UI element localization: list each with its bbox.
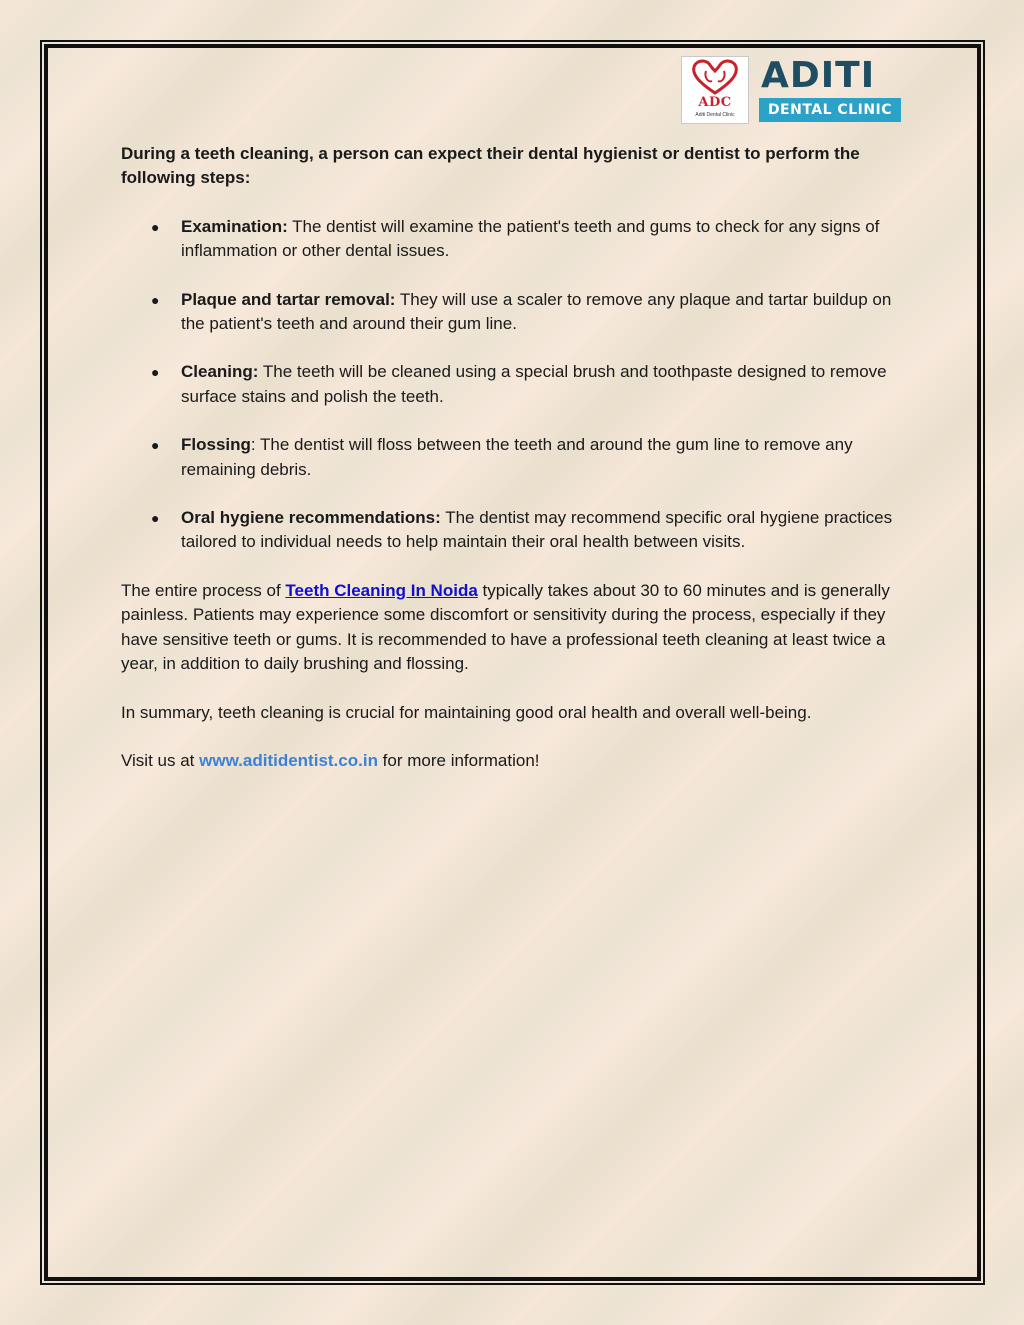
document-body [121,142,901,797]
tooth-heart-icon [682,57,748,97]
bullet-icon: ● [151,218,160,235]
process-text-before: The entire process of [121,580,286,600]
logo-title: ADITI [761,55,876,96]
intro-heading: During a teeth cleaning, a person can expect their dental hygienist or dentist to perform the following steps: [121,144,860,188]
step-text: The teeth will be cleaned using a special brush and toothpaste designed to remove surface stains and polish the teeth. [181,362,887,406]
step-text: The dentist may recommend specific oral hygiene practices tailored to individual needs to help maintain their oral health between visits. [181,508,893,552]
summary-paragraph: In summary, teeth cleaning is crucial for maintaining good oral health and overall well-being. [121,702,812,722]
visit-text-after: for more information! [377,750,540,770]
step-text: They will use a scaler to remove any plaque and tartar buildup on the patient's teeth and around their gum line. [181,289,892,334]
visit-text-before: Visit us at [121,750,200,770]
step-term: Cleaning: [181,362,259,382]
list-item [121,506,901,555]
website-link[interactable]: www.aditidentist.co.in [199,750,378,770]
bullet-icon: ● [151,437,160,454]
visit-paragraph [121,749,901,773]
logo-band: DENTAL CLINIC [759,98,901,122]
bullet-icon: ● [151,364,160,381]
step-term: Flossing [181,435,251,455]
logo-mark-text: ADC [698,95,732,110]
step-term: Plaque and tartar removal: [181,289,396,309]
list-item [121,360,901,409]
bullet-icon: ● [151,291,160,308]
teeth-cleaning-link[interactable]: Teeth Cleaning In Noida [285,580,478,600]
logo-mark-subtext: Aditi Dental Clinic [695,112,735,118]
step-term: Oral hygiene recommendations: [181,508,441,528]
step-term: Examination: [181,216,288,236]
list-item [121,433,901,482]
process-paragraph [121,579,901,677]
list-item [121,215,901,264]
logo-mark [681,56,749,124]
bullet-icon: ● [151,510,160,527]
list-item [121,288,901,337]
step-text: : The dentist will floss between the teeth and around the gum line to remove any remaining debris. [181,435,853,479]
steps-list [121,215,901,555]
clinic-logo [681,56,903,126]
process-text-after: typically takes about 30 to 60 minutes and is generally painless. Patients may experience some discomfort or sensitivity during the process, especially if they have sensitive teeth or gums. It is recommended to have a professional teeth cleaning at least twice a year, in addition to daily brushing and flossing. [121,580,890,674]
step-text: The dentist will examine the patient's teeth and gums to check for any signs of inflammation or other dental issues. [181,216,880,261]
